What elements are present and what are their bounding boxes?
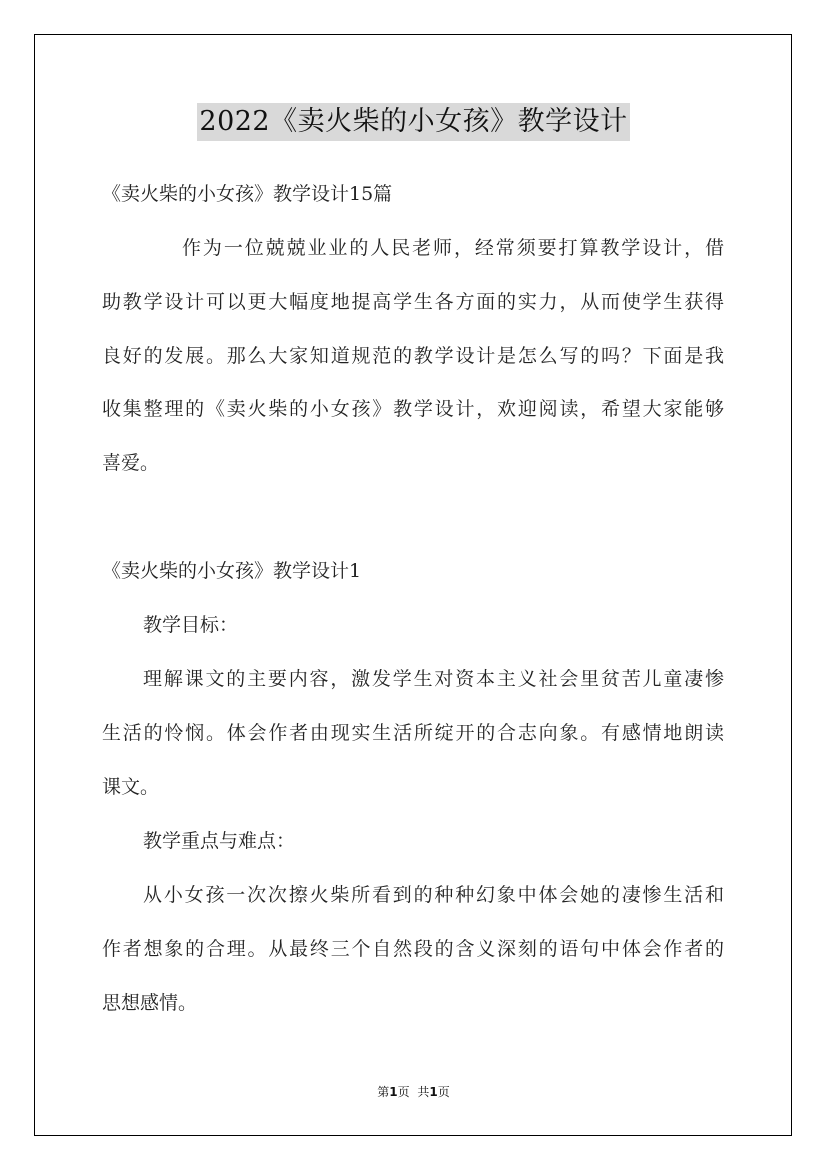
document-title: 2022《卖火柴的小女孩》教学设计 [197, 103, 629, 141]
intro-line-4: 收集整理的《卖火柴的小女孩》教学设计，欢迎阅读，希望大家能够 [102, 398, 724, 420]
total-suffix: 页 [437, 1085, 450, 1099]
page-number: 1 [389, 1085, 398, 1099]
intro-line-1: 作为一位兢兢业业的人民老师，经常须要打算教学设计，借 [182, 237, 724, 259]
document-subtitle: 《卖火柴的小女孩》教学设计15篇 [102, 183, 393, 205]
page-suffix: 页 [397, 1085, 410, 1099]
total-prefix: 共 [417, 1085, 430, 1099]
total-pages: 1 [429, 1085, 438, 1099]
key-line-3: 思想感情。 [102, 992, 198, 1014]
page-footer [0, 1083, 827, 1100]
goals-line-2: 生活的怜悯。体会作者由现实生活所绽开的合志向象。有感情地朗读 [102, 722, 724, 744]
goals-label: 教学目标： [143, 614, 239, 636]
title-container [0, 103, 827, 141]
intro-line-3: 良好的发展。那么大家知道规范的教学设计是怎么写的吗？下面是我 [102, 345, 724, 367]
goals-line-1: 理解课文的主要内容，激发学生对资本主义社会里贫苦儿童凄惨 [143, 668, 724, 690]
intro-line-2: 助教学设计可以更大幅度地提高学生各方面的实力，从而使学生获得 [102, 291, 724, 313]
key-line-2: 作者想象的合理。从最终三个自然段的含义深刻的语句中体会作者的 [102, 938, 724, 960]
section-heading: 《卖火柴的小女孩》教学设计1 [102, 560, 362, 582]
key-line-1: 从小女孩一次次擦火柴所看到的种种幻象中体会她的凄惨生活和 [143, 884, 724, 906]
intro-line-5: 喜爱。 [102, 452, 160, 474]
goals-line-3: 课文。 [102, 776, 160, 798]
key-label: 教学重点与难点： [143, 830, 296, 852]
page-prefix: 第 [377, 1085, 390, 1099]
